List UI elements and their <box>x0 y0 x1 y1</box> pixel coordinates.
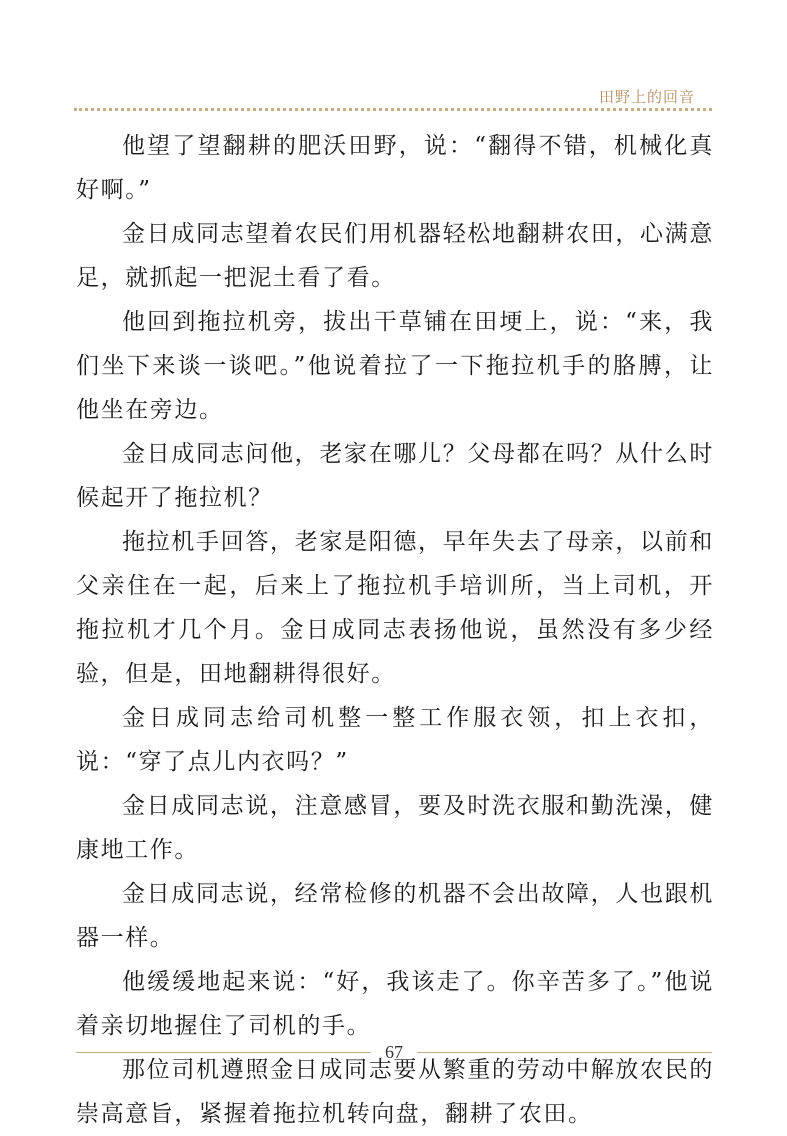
paragraph-6: 金日成同志给司机整一整工作服衣领，扣上衣扣，说：“穿了点儿内衣吗？” <box>76 705 714 775</box>
page-number: 67 <box>385 1041 403 1062</box>
paragraph-2: 金日成同志望着农民们用机器轻松地翻耕农田，心满意足，就抓起一把泥土看了看。 <box>76 221 714 291</box>
paragraph-9: 他缓缓地起来说：“好，我该走了。你辛苦多了。”他说着亲切地握住了司机的手。 <box>76 969 714 1039</box>
running-head-title: 田野上的回音 <box>598 88 695 106</box>
paragraph-3: 他回到拖拉机旁，拔出干草铺在田埂上，说：“来，我们坐下来谈一谈吧。”他说着拉了一下拖拉机手的胳膊，让他坐在旁边。 <box>76 309 714 423</box>
paragraph-7: 金日成同志说，注意感冒，要及时洗衣服和勤洗澡，健康地工作。 <box>76 793 714 863</box>
footer-rule-left <box>76 1052 371 1053</box>
footer-rule-right <box>417 1052 712 1053</box>
paragraph-1: 他望了望翻耕的肥沃田野，说：“翻得不错，机械化真好啊。” <box>76 133 714 203</box>
header-dotted-rule <box>74 108 712 111</box>
paragraph-10: 那位司机遵照金日成同志要从繁重的劳动中解放农民的崇高意旨，紧握着拖拉机转向盘，翻耕了农田。 <box>76 1057 714 1127</box>
page-footer <box>76 1040 712 1064</box>
paragraph-8: 金日成同志说，经常检修的机器不会出故障，人也跟机器一样。 <box>76 881 714 951</box>
body-text <box>76 124 714 1136</box>
paragraph-4: 金日成同志问他，老家在哪儿？父母都在吗？从什么时候起开了拖拉机？ <box>76 441 714 511</box>
paragraph-5: 拖拉机手回答，老家是阳德，早年失去了母亲，以前和父亲住在一起，后来上了拖拉机手培训所，当上司机，开拖拉机才几个月。金日成同志表扬他说，虽然没有多少经验，但是，田地翻耕得很好。 <box>76 529 714 687</box>
